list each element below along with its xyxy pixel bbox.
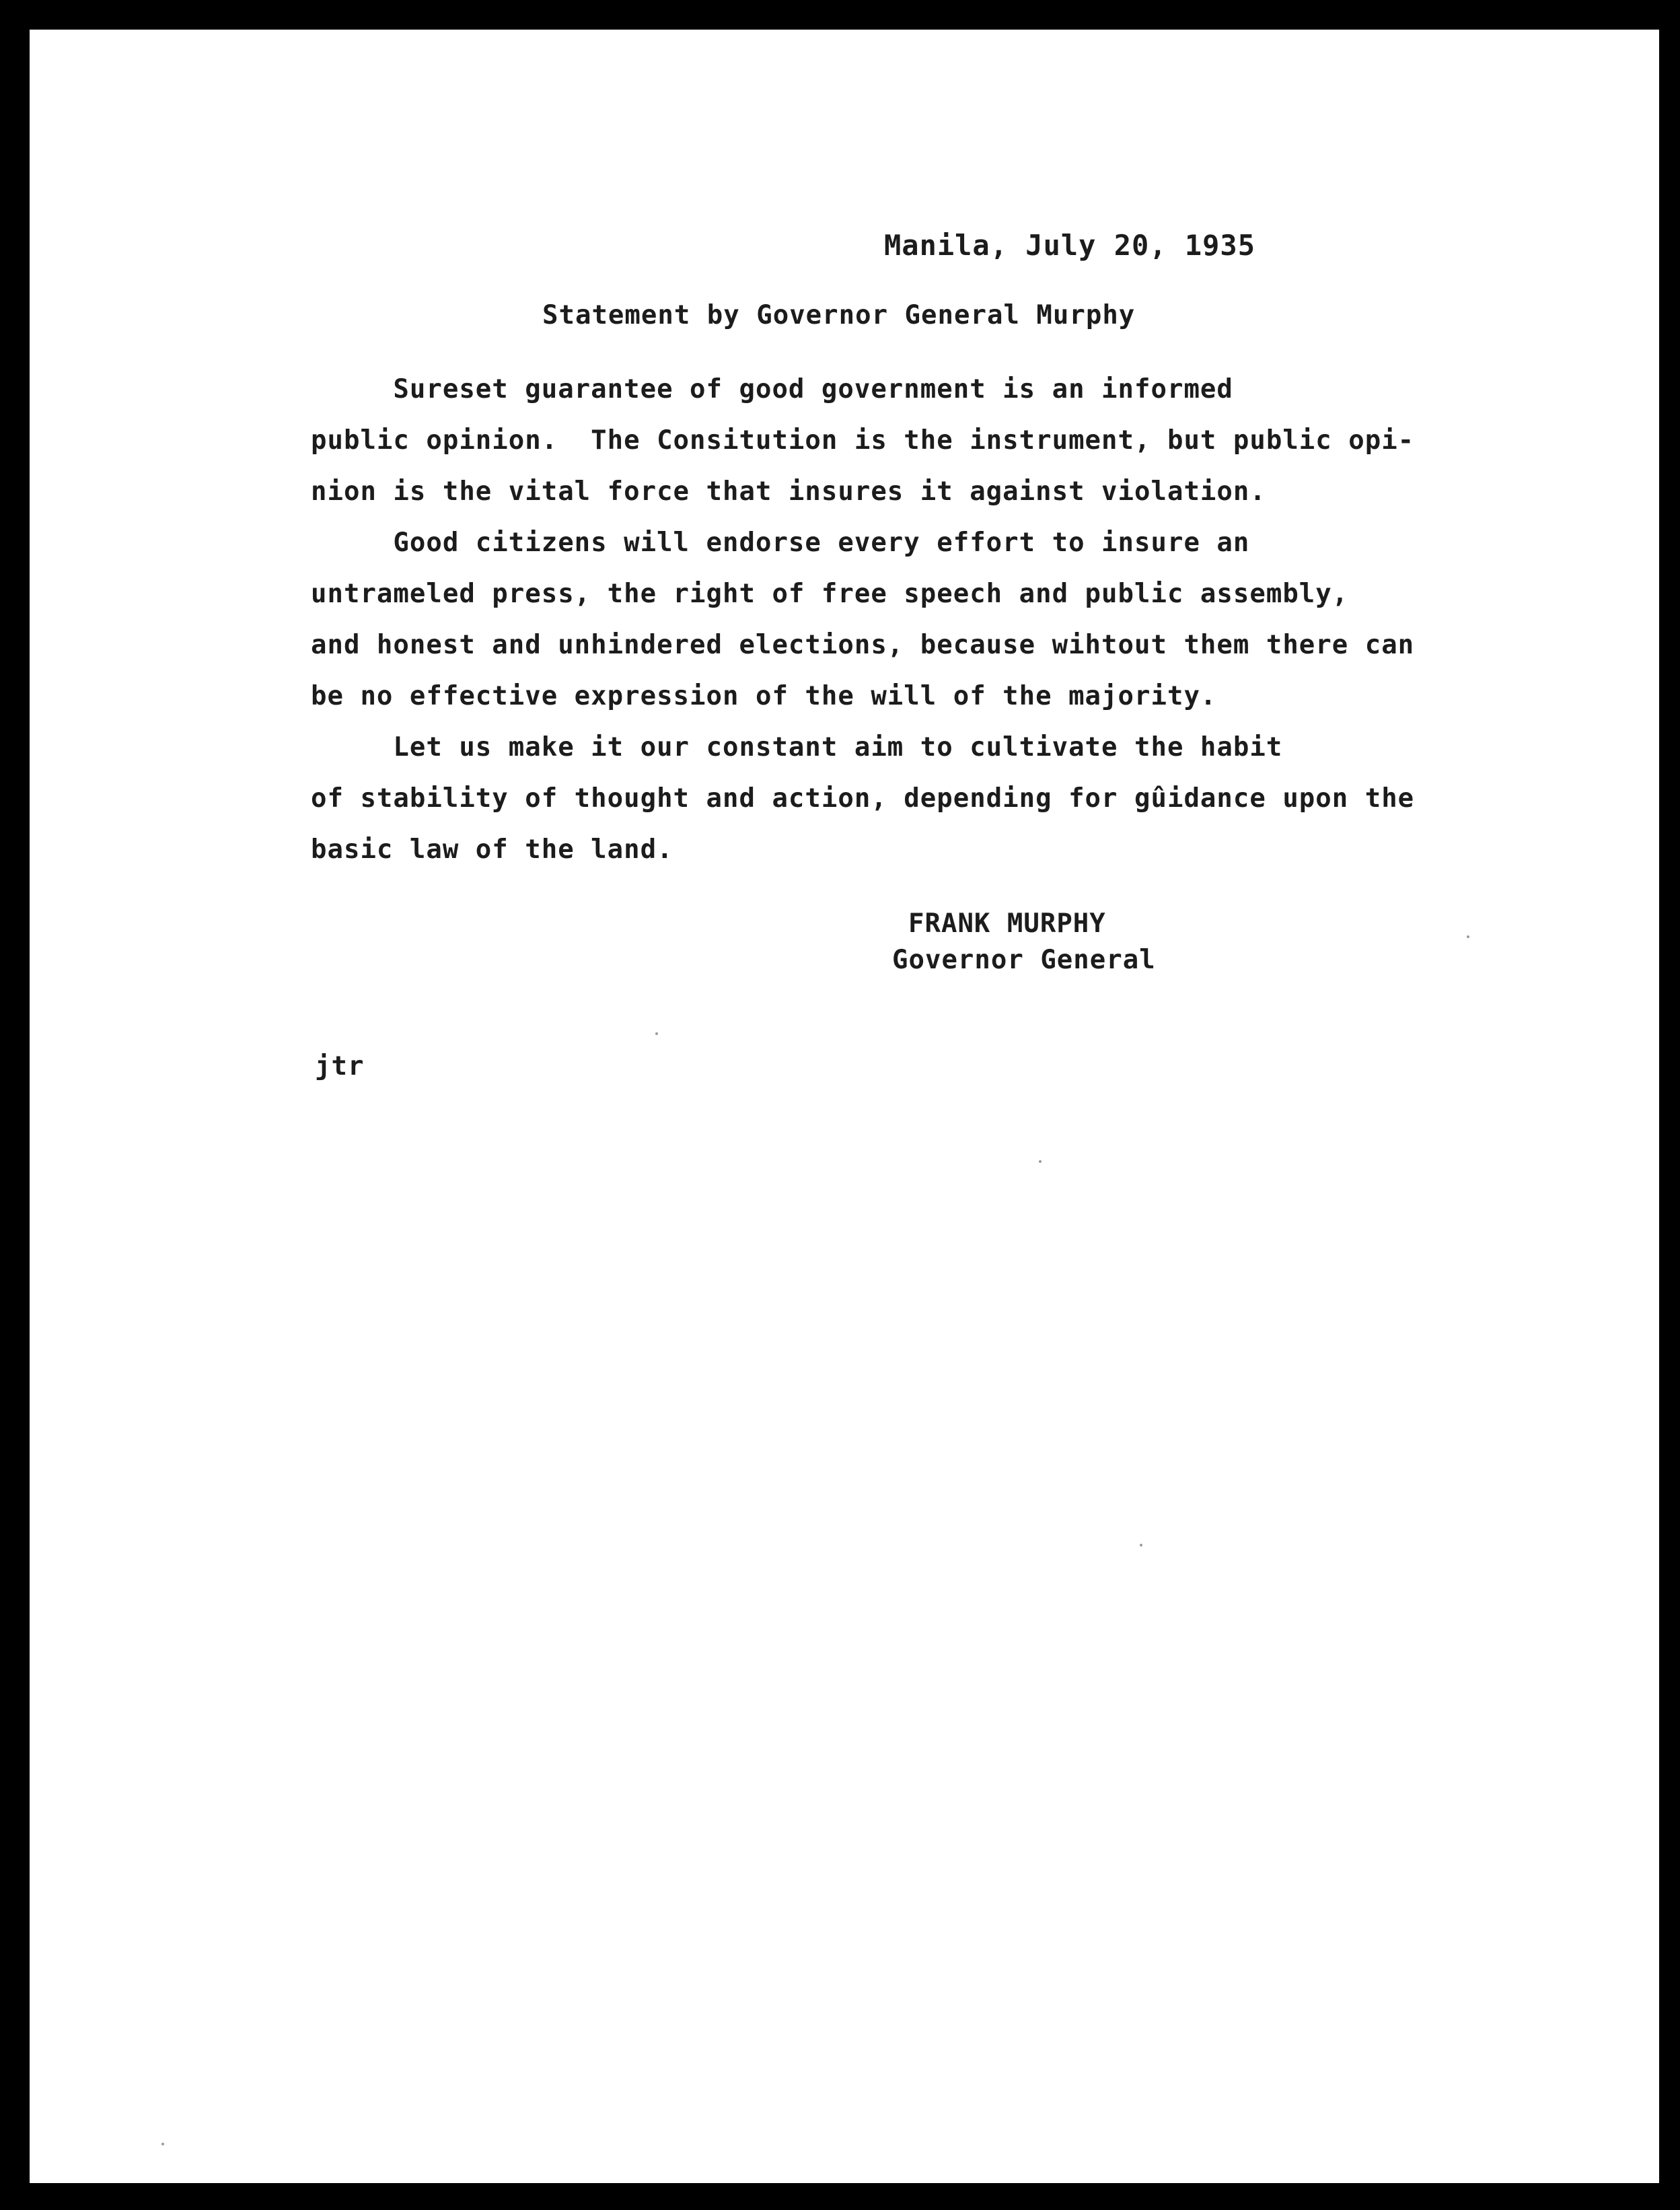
body-line: Good citizens will endorse every effort to insure an <box>311 528 1250 558</box>
body-line: public opinion. The Consitution is the instrument, but public opi- <box>311 425 1415 456</box>
document-page <box>30 30 1659 2183</box>
paper-speck <box>1140 1544 1142 1546</box>
signature-name: FRANK MURPHY <box>908 908 1106 939</box>
typist-initials: jtr <box>315 1051 365 1081</box>
paper-speck <box>161 2143 164 2145</box>
paper-speck <box>655 1032 658 1035</box>
dateline: Manila, July 20, 1935 <box>884 229 1256 262</box>
body-line: Sureset guarantee of good government is an informed <box>311 374 1233 404</box>
body-line: be no effective expression of the will of the majority. <box>311 681 1217 711</box>
paper-speck <box>1039 1160 1042 1163</box>
body-line: and honest and unhindered elections, because wihtout them there can <box>311 630 1415 660</box>
body-line: nion is the vital force that insures it against violation. <box>311 476 1266 507</box>
body-line: untrameled press, the right of free speech and public assembly, <box>311 579 1349 609</box>
body-line: of stability of thought and action, depending for gûidance upon the <box>311 783 1415 814</box>
body-line: basic law of the land. <box>311 834 673 865</box>
paper-speck <box>1467 935 1469 938</box>
document-heading: Statement by Governor General Murphy <box>542 300 1136 330</box>
signature-title: Governor General <box>892 945 1156 975</box>
body-line: Let us make it our constant aim to cultivate the habit <box>311 732 1283 762</box>
